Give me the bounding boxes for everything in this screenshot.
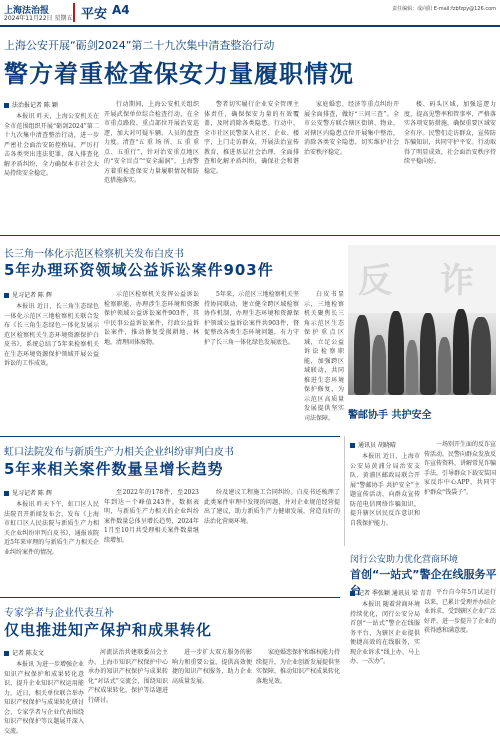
article3-column-2: 至2022年的178件，至2023年到达一个峰值243件。数据表明，与新质生产力相关的企业纠纷案件数量总体呈增长趋势，2024年1月至10月共受理相关案件数量继续增加。 [104, 489, 199, 544]
article2-column-1: 本报讯 近日，长三角生态绿色一体化示范区三地检察机关联合发布《长三角生态绿色一体化发展示范区检察机关生态环境资源保护白皮书》，系统总结了5年来检察机关在生态环境资源保护领域开展公益诉讼的工作成效。 [4, 303, 99, 367]
article6-headline: 仅电推进知产保护和成果转化 [4, 621, 213, 639]
article1-column-5: 楼、码头区域，加强巡逻力度，提高见警率和管事率，严格落实各项安防措施，确保重要区域安全有序。民警们走访群众，宣传防诈骗知识，共同守护平安。行动取得了明显成效，社会面治安秩序持续平稳向好。 [404, 101, 496, 165]
article4-byline: 通讯员 胡晓晴 [350, 440, 396, 449]
article3-column-3: 纷及建议工程施工合同纠纷。白皮书还梳理了此类案件审理中发现的问题，并对企业规范经营提出了建议，助力新质生产力健康发展，营造良好的法治化营商环境。 [204, 489, 340, 525]
article2-headline: 5年办理环资领域公益诉讼案件903件 [4, 261, 274, 279]
photo-caption: 警邮协手 共护安全 [348, 410, 432, 421]
article2-column-4: 白皮书显示，三地检察机关聚焦长三角示范区生态保护重点区域，立足公益诉讼检察职能，加强跨区域联动，共同推进生态环境保护修复，为示范区高质量发展提供坚实司法保障。 [304, 291, 344, 422]
article3-headline: 5年来相关案件数量呈增长趋势 [4, 460, 224, 478]
issue-date: 2024年11月22日 星期五 [4, 15, 73, 22]
section-divider-2 [0, 436, 340, 437]
article2-column-3: 5年来，示范区三地检察机关坚持协同联动，建立健全跨区域检察协作机制，办理生态环境和资源保护领域公益诉讼案件共903件，督促整改各类生态环境问题，有力守护了长三角一体化绿色发展底色。 [204, 291, 299, 346]
article6-column-1: 本报讯 为进一步增强企业知识产权保护和成果转化意识，提升企业知识产权运用能力，近日，相关单位联合举办知识产权保护与成果转化研讨会，专家学者与企业代表围绕知识产权保护等议题展开深入交流。 [4, 661, 84, 735]
article5-column-1: 本报讯 随着营商环境持续优化，闵行公安分局首创“一站式”警企在线服务平台，为辖区企业提供便捷高效的在线服务，实现企业诉求“线上办、马上办、一次办”。 [350, 601, 420, 665]
article5-column-2: 平台自今年5月试运行以来，已累计受理并办结企业诉求，受到辖区企业广泛好评，进一步提升了企业的获得感和满意度。 [424, 589, 496, 634]
article6-column-4: 家庭婚恋保护和维权能力持续提升，为企业创新发展提供坚实保障，推动知识产权成果转化落地见效。 [256, 649, 340, 685]
article1-column-2: 行动期间，上海公安机关组织开展武保单位综合检查行动，在全市重点路段、重点部位开展治安巡逻，加大对可疑车辆、人员的盘查力度。清查“五 重 场 所、五 重 重 点、五重行”，针对治安重点地区的“安全盲点”“安全漏洞”，上海警方着重检查保安力量履职情况和防范措施落实。 [104, 101, 199, 184]
section-divider-3 [0, 597, 340, 598]
column-separator [344, 436, 345, 546]
article1-kicker: 上海公安开展“砺剑2024”第二十九次集中清查整治行动 [4, 39, 275, 52]
article6-column-3: 进一步扩大双方服务的影响力和重要公益，提供高效便捷的知识产权服务，助力企业高质量发展。 [172, 649, 252, 685]
article1-column-4: 家庭婚恋、经济等重点纠纷开展全面排查，做好“三问三查”。全市公安警方联合辖区街镇、物业，对辖区内隐患点位开展集中整治，消除各类安全隐患，切实维护社会治安秩序稳定。 [304, 101, 399, 156]
article4-column-1: 本报讯 近日，上海市公安局黄浦分局治安支队、黄浦区邮政局联合开展“警邮协手 共护安全”主题宣传活动，向群众宣传防范电信网络诈骗知识，提升辖区居民反诈意识和自我保护能力。 [350, 453, 420, 527]
section-name: 平安 [73, 3, 107, 22]
editor-contact: 责任编辑：成向阳 E-mail:fzbfzpy@126.com [392, 6, 496, 12]
article6-byline: 记者 陈友文 [4, 648, 44, 657]
article3-byline: 见习记者 陈 辉 [4, 488, 52, 497]
newspaper-brand: 上海法治报 [4, 6, 50, 16]
article5-headline: 首创“一站式”警企在线服务平台 [350, 568, 497, 597]
article1-column-1: 本报讯 昨天，上海公安机关在全市范围组织开展“砺剑2024”第二十九次集中清查整治行动，进一步严密社会面治安防控格局，严厉打击各类突出违法犯罪，深入排查化解矛盾纠纷，全力确保本市社会大局持续安全稳定。 [4, 113, 99, 177]
article2-byline: 见习记者 陈 辉 [4, 290, 52, 299]
article3-column-1: 本报讯 昨天下午，虹口区人民法院召开新闻发布会，发布《上海市虹口区人民法院与新质生产力相关企业纠纷审判白皮书》，通报该院近5年来审理的与新质生产力相关企业纠纷案件的情况。 [4, 501, 99, 556]
photo-banner-text: 反 诈 [358, 261, 492, 301]
article1-column-3: 警者切实履行企业安全管理主体责任，确保保安力量的有效覆盖，及时消除各类隐患。行动中，全市社区民警深入社区、企业、楼宇，上门走访群众，开展法治宣传教育，推进基层社会治理，全面排查和化解矛盾纠纷，确保社会和谐稳定。 [204, 101, 299, 175]
article1-headline: 警方着重检查保安力量履职情况 [4, 60, 354, 88]
edition-number: A4 [112, 3, 130, 17]
article3-kicker: 虹口法院发布与新质生产力相关企业纠纷审判白皮书 [4, 447, 234, 458]
section-divider-1 [0, 235, 500, 236]
article2-column-2: 示范区检察机关发挥公益诉讼检察职能，办理涉生态环境和资源保护领域公益诉讼案件903件，其中民事公益诉讼案件，行政公益诉讼案件，推动修复受损耕地、林地，清理固体废物。 [104, 291, 199, 346]
article6-column-2: 河流法治共建联委员会主办，上海市知识产权保护中心承办的知识产权保护与成果转化“对话式”交流会，围绕知识产权成果转化、保护等话题进行研讨。 [88, 649, 168, 704]
event-photo [348, 245, 496, 395]
article6-kicker: 专家学者与企业代表互补 [4, 608, 114, 619]
header-divider [0, 25, 500, 27]
article4-column-2: 一场别开生面的反诈宣传活动，民警向群众发放反诈宣传资料，讲解常见诈骗手法，引导群众下载安装国家反诈中心APP，共同守护群众“钱袋子”。 [424, 441, 496, 496]
article1-byline: 法治报记者 陈 颖 [4, 100, 58, 109]
article5-kicker: 闵行公安助力优化营商环境 [350, 555, 459, 565]
article2-kicker: 长三角一体化示范区检察机关发布白皮书 [4, 249, 184, 260]
article5-byline: 记者 季张颖 通讯员 梁 青青 [350, 588, 432, 597]
